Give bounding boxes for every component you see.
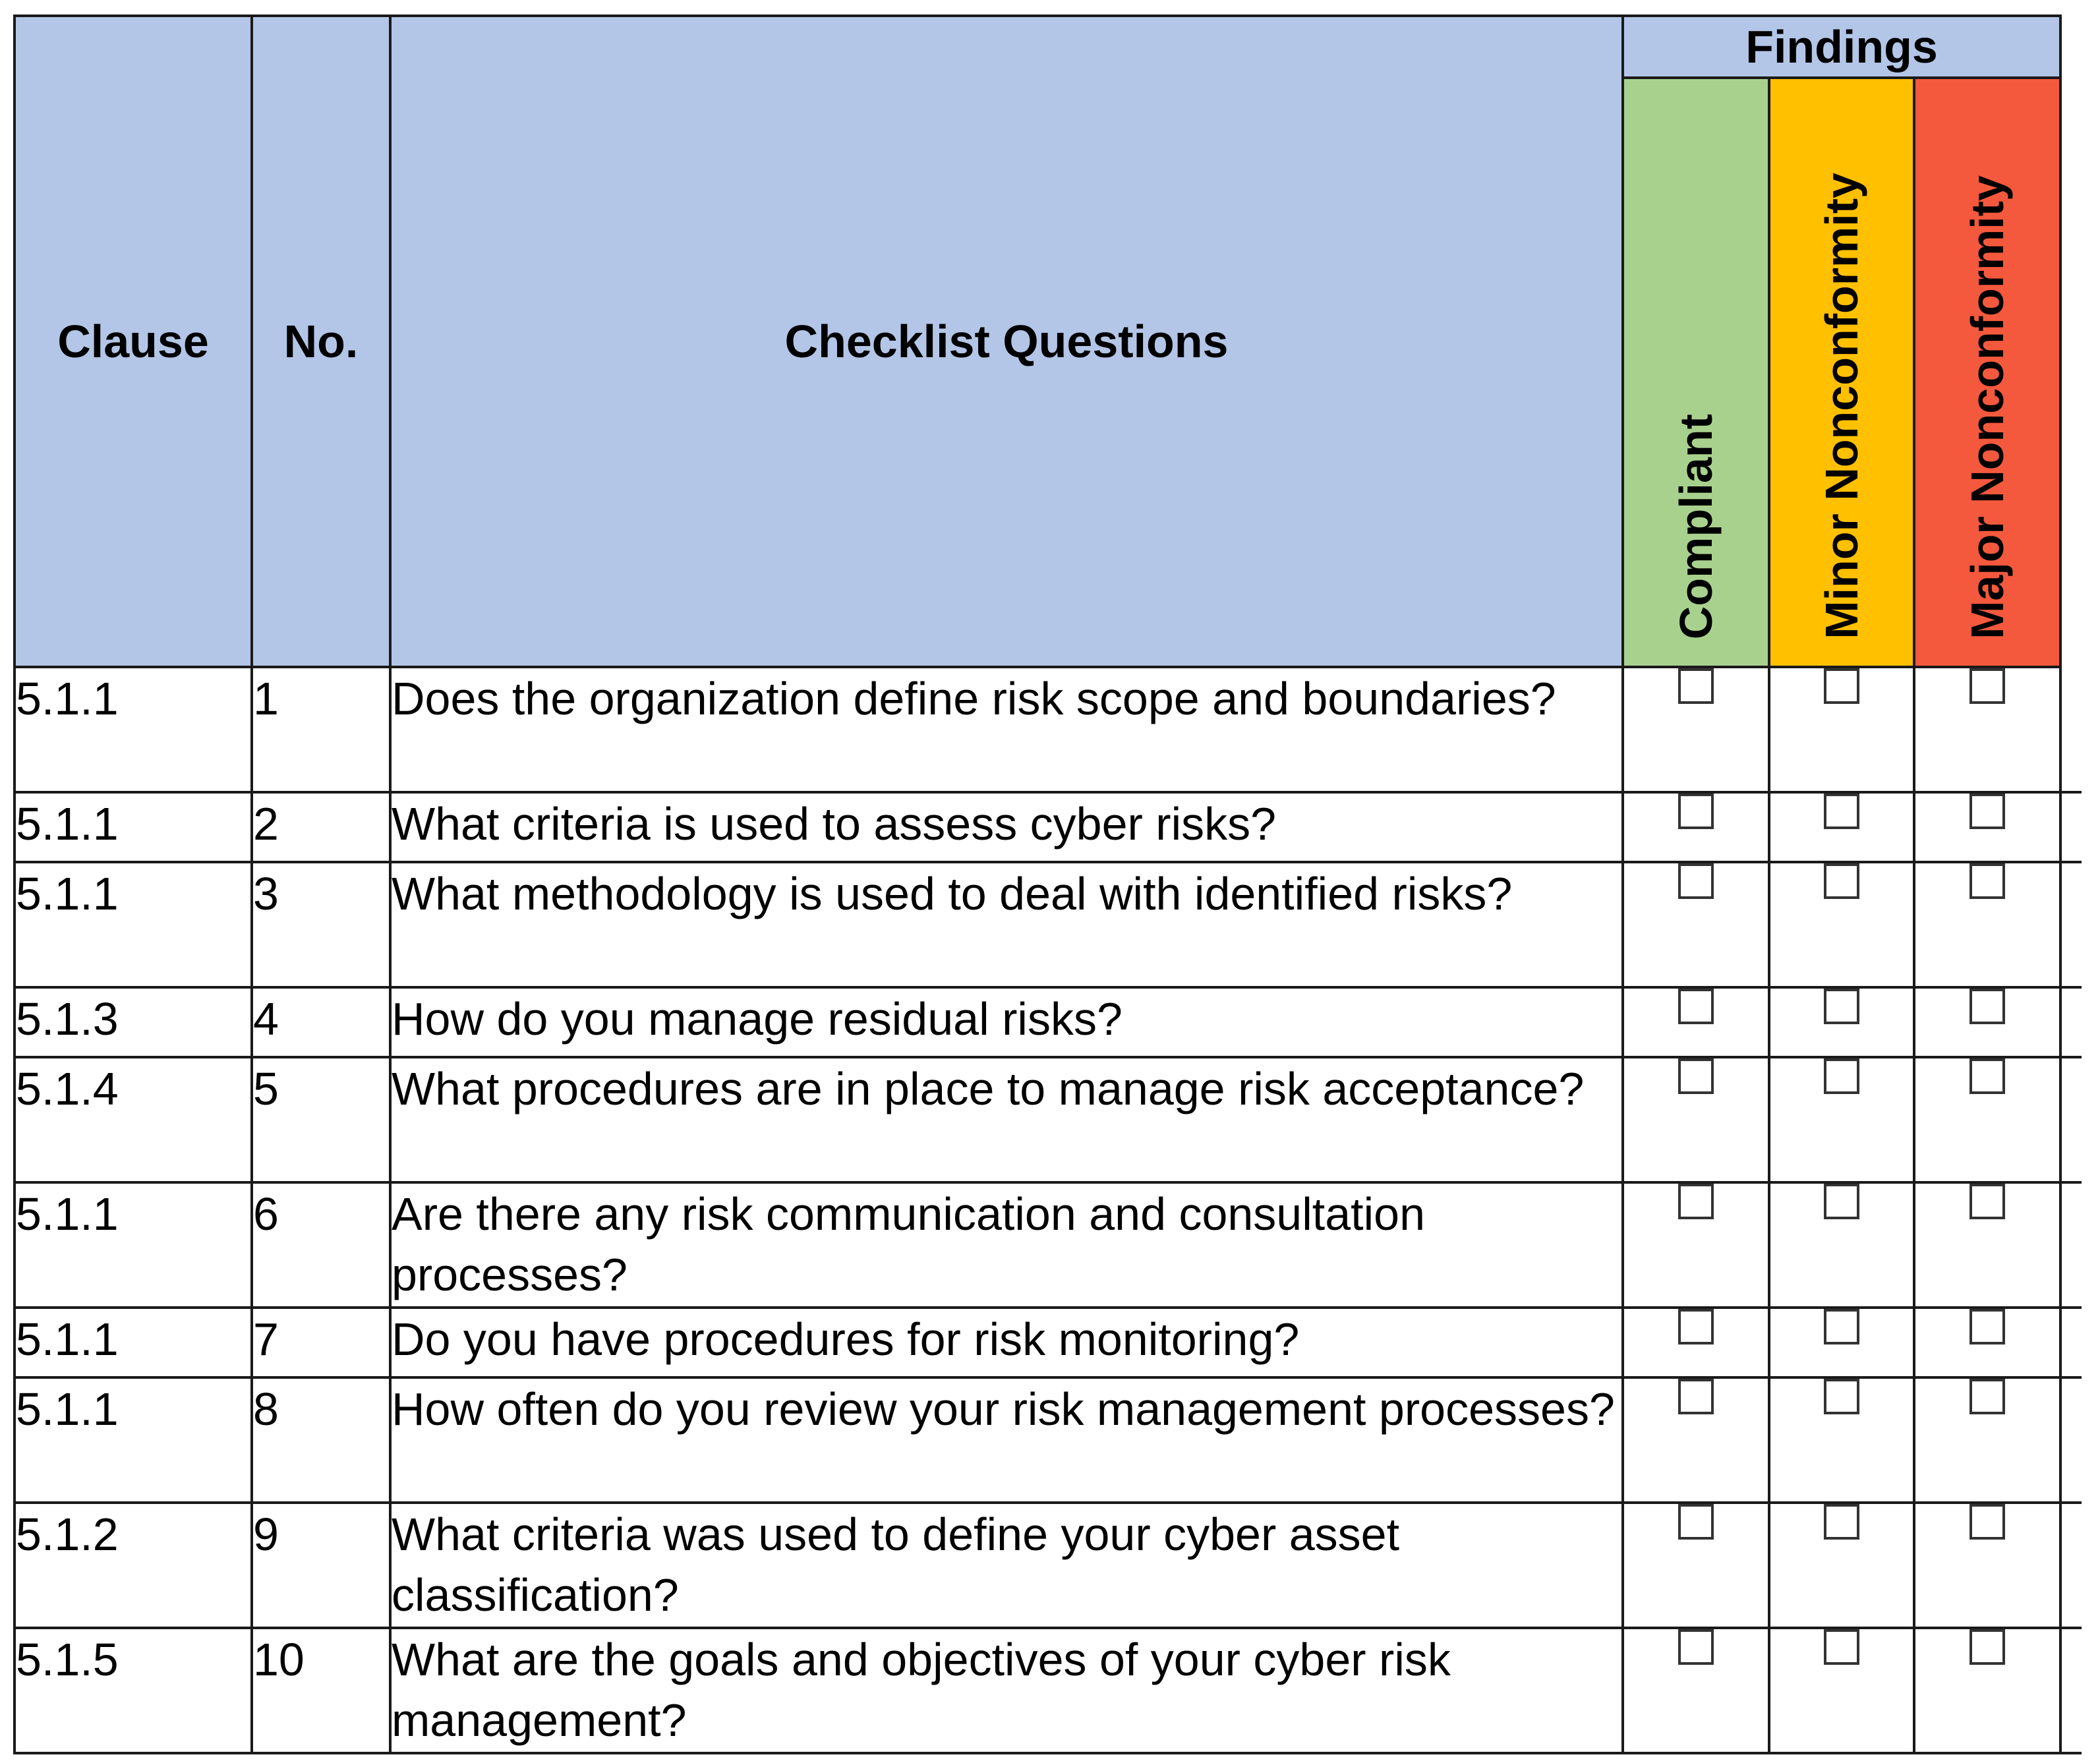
number-cell: 3 <box>252 862 390 987</box>
minor-nonconformity-cell <box>1769 792 1914 862</box>
compliant-checkbox[interactable] <box>1678 668 1714 704</box>
clause-cell: 5.1.1 <box>15 1308 252 1377</box>
clause-cell: 5.1.1 <box>15 792 252 862</box>
findings-header: Findings <box>1623 16 2060 78</box>
compliant-label: Compliant <box>1670 413 1722 639</box>
minor-nonconformity-cell <box>1769 1308 1914 1377</box>
compliant-cell <box>1623 987 1769 1057</box>
minor-nonconformity-checkbox[interactable] <box>1824 1058 1859 1094</box>
table-edge <box>2060 1377 2082 1503</box>
compliant-checkbox[interactable] <box>1678 1184 1714 1219</box>
major-nonconformity-cell <box>1914 1377 2060 1503</box>
clause-cell: 5.1.1 <box>15 1182 252 1308</box>
question-cell: What are the goals and objectives of your cyber risk management? <box>390 1628 1623 1753</box>
compliant-checkbox[interactable] <box>1678 1629 1714 1665</box>
compliant-checkbox[interactable] <box>1678 1379 1714 1414</box>
minor-nonconformity-cell <box>1769 987 1914 1057</box>
minor-nonconformity-checkbox[interactable] <box>1824 794 1859 829</box>
minor-nonconformity-checkbox[interactable] <box>1824 1379 1859 1414</box>
minor-nonconformity-checkbox[interactable] <box>1824 1184 1859 1219</box>
table-edge <box>2060 1057 2082 1182</box>
compliant-checkbox[interactable] <box>1678 1504 1714 1540</box>
major-nonconformity-cell <box>1914 987 2060 1057</box>
major-nonconformity-cell <box>1914 792 2060 862</box>
major-nonconformity-cell <box>1914 862 2060 987</box>
table-edge <box>2060 667 2082 792</box>
compliant-cell <box>1623 1308 1769 1377</box>
compliant-checkbox[interactable] <box>1678 863 1714 899</box>
minor-nonconformity-checkbox[interactable] <box>1824 1504 1859 1540</box>
compliant-checkbox[interactable] <box>1678 1309 1714 1344</box>
major-nonconformity-cell <box>1914 1057 2060 1182</box>
compliant-cell <box>1623 792 1769 862</box>
compliant-checkbox[interactable] <box>1678 989 1714 1024</box>
major-nonconformity-checkbox[interactable] <box>1969 863 2005 899</box>
clause-cell: 5.1.4 <box>15 1057 252 1182</box>
table-row <box>15 1628 2082 1753</box>
table-edge <box>2060 862 2082 987</box>
checklist-body <box>15 667 2082 1753</box>
compliant-header <box>1623 78 1769 667</box>
minor-nonconformity-label: Minor Nonconformity <box>1816 173 1867 639</box>
compliant-checkbox[interactable] <box>1678 794 1714 829</box>
number-cell: 8 <box>252 1377 390 1503</box>
table-row <box>15 1057 2082 1182</box>
major-nonconformity-checkbox[interactable] <box>1969 1379 2005 1414</box>
minor-nonconformity-checkbox[interactable] <box>1824 668 1859 704</box>
question-cell: What criteria is used to assess cyber risks? <box>390 792 1623 862</box>
compliant-cell <box>1623 1377 1769 1503</box>
table-edge <box>2060 792 2082 862</box>
number-cell: 2 <box>252 792 390 862</box>
table-row <box>15 667 2082 792</box>
compliant-cell <box>1623 667 1769 792</box>
table-row <box>15 1182 2082 1308</box>
major-nonconformity-label: Major Nonconformity <box>1962 175 2013 639</box>
number-cell: 5 <box>252 1057 390 1182</box>
minor-nonconformity-checkbox[interactable] <box>1824 989 1859 1024</box>
table-edge <box>2060 1182 2082 1308</box>
clause-cell: 5.1.1 <box>15 1377 252 1503</box>
question-cell: Do you have procedures for risk monitoring? <box>390 1308 1623 1377</box>
major-nonconformity-cell <box>1914 1628 2060 1753</box>
major-nonconformity-checkbox[interactable] <box>1969 794 2005 829</box>
question-cell: What procedures are in place to manage risk acceptance? <box>390 1057 1623 1182</box>
compliant-cell <box>1623 862 1769 987</box>
number-cell: 4 <box>252 987 390 1057</box>
table-edge <box>2060 987 2082 1057</box>
minor-nonconformity-cell <box>1769 1377 1914 1503</box>
number-cell: 10 <box>252 1628 390 1753</box>
minor-nonconformity-cell <box>1769 1182 1914 1308</box>
minor-nonconformity-checkbox[interactable] <box>1824 1309 1859 1344</box>
minor-nonconformity-header <box>1769 78 1914 667</box>
table-edge <box>2060 1628 2082 1753</box>
table-edge <box>2060 1503 2082 1628</box>
compliant-cell <box>1623 1182 1769 1308</box>
questions-header: Checklist Questions <box>390 16 1623 667</box>
number-cell: 6 <box>252 1182 390 1308</box>
table-row <box>15 862 2082 987</box>
no-header: No. <box>252 16 390 667</box>
major-nonconformity-cell <box>1914 667 2060 792</box>
table-row <box>15 1308 2082 1377</box>
checklist-table <box>13 14 2082 1754</box>
question-cell: How often do you review your risk management processes? <box>390 1377 1623 1503</box>
table-edge <box>2060 1308 2082 1377</box>
minor-nonconformity-cell <box>1769 1503 1914 1628</box>
header-row-top <box>15 16 2082 78</box>
clause-cell: 5.1.3 <box>15 987 252 1057</box>
table-row <box>15 1377 2082 1503</box>
clause-cell: 5.1.2 <box>15 1503 252 1628</box>
clause-cell: 5.1.1 <box>15 667 252 792</box>
number-cell: 7 <box>252 1308 390 1377</box>
minor-nonconformity-cell <box>1769 667 1914 792</box>
major-nonconformity-cell <box>1914 1308 2060 1377</box>
clause-cell: 5.1.5 <box>15 1628 252 1753</box>
minor-nonconformity-cell <box>1769 1057 1914 1182</box>
clause-cell: 5.1.1 <box>15 862 252 987</box>
major-nonconformity-checkbox[interactable] <box>1969 1058 2005 1094</box>
question-cell: How do you manage residual risks? <box>390 987 1623 1057</box>
question-cell: Are there any risk communication and consultation processes? <box>390 1182 1623 1308</box>
major-nonconformity-checkbox[interactable] <box>1969 1504 2005 1540</box>
table-row <box>15 987 2082 1057</box>
major-nonconformity-checkbox[interactable] <box>1969 1629 2005 1665</box>
table-edge <box>2060 16 2082 78</box>
clause-header: Clause <box>15 16 252 667</box>
major-nonconformity-checkbox[interactable] <box>1969 1309 2005 1344</box>
minor-nonconformity-checkbox[interactable] <box>1824 863 1859 899</box>
question-cell: What criteria was used to define your cyber asset classification? <box>390 1503 1623 1628</box>
major-nonconformity-checkbox[interactable] <box>1969 668 2005 704</box>
number-cell: 1 <box>252 667 390 792</box>
compliant-cell <box>1623 1503 1769 1628</box>
major-nonconformity-checkbox[interactable] <box>1969 989 2005 1024</box>
major-nonconformity-cell <box>1914 1182 2060 1308</box>
major-nonconformity-cell <box>1914 1503 2060 1628</box>
number-cell: 9 <box>252 1503 390 1628</box>
compliant-cell <box>1623 1057 1769 1182</box>
major-nonconformity-header <box>1914 78 2060 667</box>
table-row <box>15 1503 2082 1628</box>
minor-nonconformity-checkbox[interactable] <box>1824 1629 1859 1665</box>
minor-nonconformity-cell <box>1769 862 1914 987</box>
minor-nonconformity-cell <box>1769 1628 1914 1753</box>
table-edge <box>2060 78 2082 667</box>
compliant-cell <box>1623 1628 1769 1753</box>
question-cell: What methodology is used to deal with identified risks? <box>390 862 1623 987</box>
table-row <box>15 792 2082 862</box>
compliant-checkbox[interactable] <box>1678 1058 1714 1094</box>
major-nonconformity-checkbox[interactable] <box>1969 1184 2005 1219</box>
question-cell: Does the organization define risk scope and boundaries? <box>390 667 1623 792</box>
